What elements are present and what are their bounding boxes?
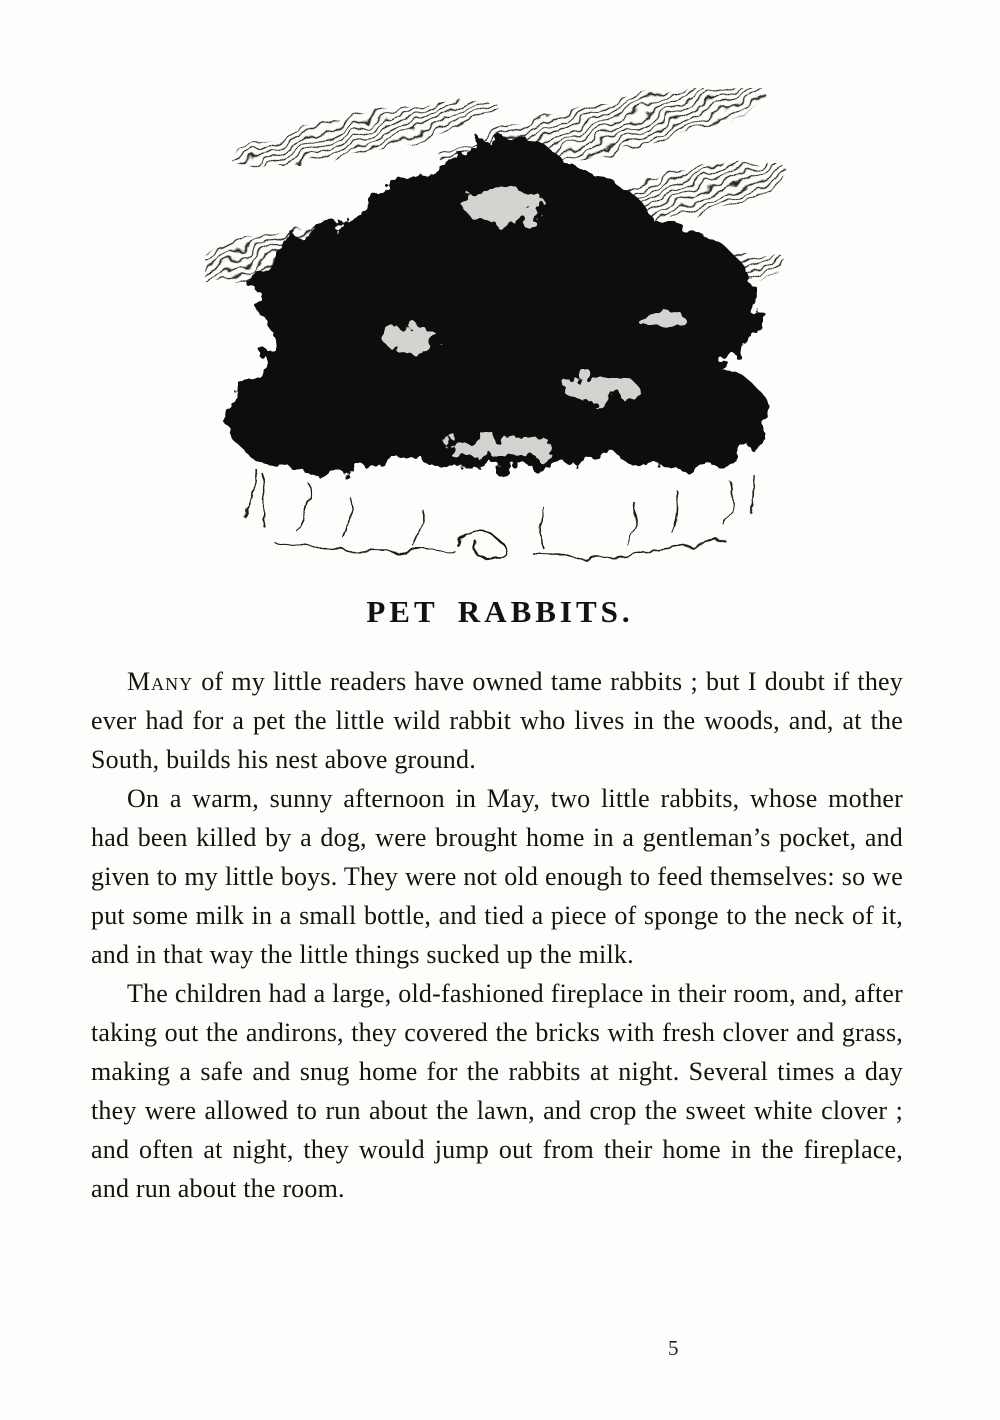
grass-fringe	[245, 466, 755, 557]
paragraph-1	[91, 662, 903, 779]
lead-word: Many	[127, 667, 194, 696]
paragraph-3: The children had a large, old-fashioned fireplace in their room, and, after taking out the andirons, they covered the bricks with fresh clover and grass, making a safe and snug home for the rabbits at night. Several times a day they were allowed to run about the lawn, and crop the sweet white clover ; and often at night, they would jump out from their home in the fireplace, and run about the room.	[91, 979, 903, 1203]
paragraph-2: On a warm, sunny afternoon in May, two little rabbits, whose mother had been killed by a dog, were brought home in a gentleman’s pocket, and given to my little boys. They were not old enough to feed themselves: so we put some milk in a small bottle, and tied a piece of sponge to the neck of it, and in that way the little things sucked up the milk.	[91, 784, 903, 969]
paragraph-1-text: of my little readers have owned tame rabbits ; but I doubt if they ever had for a pet the little wild rabbit who lives in the woods, and, at the South, builds his nest above ground.	[91, 667, 903, 774]
flourish-squiggle	[457, 534, 504, 558]
page-title: PET RABBITS.	[366, 594, 634, 629]
foliage-engraving-illustration	[0, 88, 1000, 578]
body-text	[91, 662, 903, 1208]
foliage-engraving-graphic	[205, 88, 795, 578]
page-number: 5	[668, 1336, 679, 1360]
